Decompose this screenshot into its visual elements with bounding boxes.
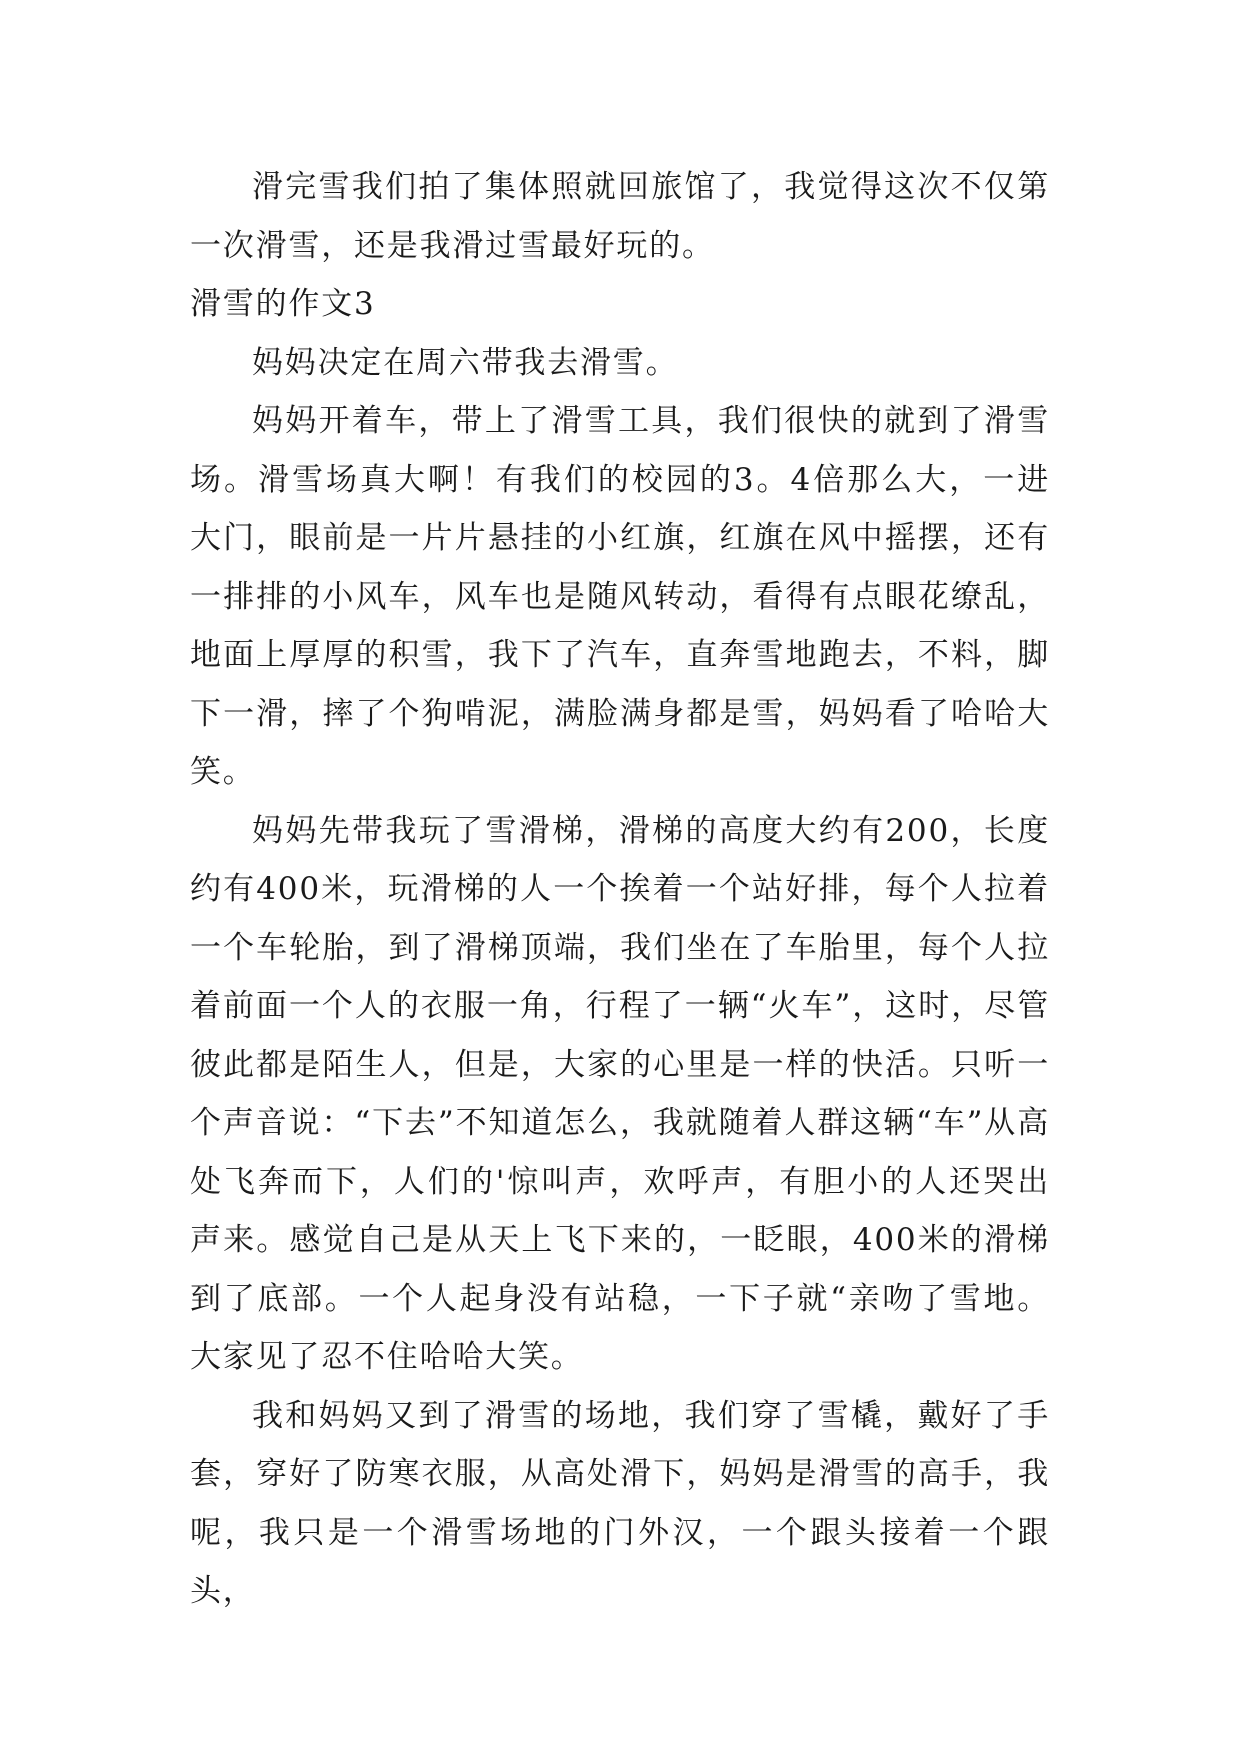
- essay-title-3: 滑雪的作文3: [190, 286, 376, 322]
- paragraph-snow-slide: 妈妈先带我玩了雪滑梯，滑梯的高度大约有200，长度约有400米，玩滑梯的人一个挨着一个站好排，每个人拉着一个车轮胎，到了滑梯顶端，我们坐在了车胎里，每个人拉着前面一个人的衣服一角，行程了一辆“火车”，这时，尽管彼此都是陌生人，但是，大家的心里是一样的快活。只听一个声音说：“下去”不知道怎么，我就随着人群这辆“车”从高处飞奔而下，人们的'惊叫声，欢呼声，有胆小的人还哭出声来。感觉自己是从天上飞下来的，一眨眼，400米的滑梯到了底部。一个人起身没有站稳，一下子就“亲吻了雪地。大家见了忍不住哈哈大笑。: [190, 812, 1050, 1375]
- document-body: [190, 158, 1050, 1621]
- paragraph-after-skiing-photo: 滑完雪我们拍了集体照就回旅馆了，我觉得这次不仅第一次滑雪，还是我滑过雪最好玩的。: [190, 169, 1050, 264]
- paragraph-arrive-ski-field: 妈妈开着车，带上了滑雪工具，我们很快的就到了滑雪场。滑雪场真大啊！有我们的校园的3。4倍那么大，一进大门，眼前是一片片悬挂的小红旗，红旗在风中摇摆，还有一排排的小风车，风车也是随风转动，看得有点眼花缭乱，地面上厚厚的积雪，我下了汽车，直奔雪地跑去，不料，脚下一滑，摔了个狗啃泥，满脸满身都是雪，妈妈看了哈哈大笑。: [190, 403, 1050, 790]
- paragraph-mom-decides: 妈妈决定在周六带我去滑雪。: [252, 344, 679, 381]
- paragraph-ski-practice: 我和妈妈又到了滑雪的场地，我们穿了雪橇，戴好了手套，穿好了防寒衣服，从高处滑下，妈妈是滑雪的高手，我呢，我只是一个滑雪场地的门外汉，一个跟头接着一个跟头，: [190, 1397, 1050, 1609]
